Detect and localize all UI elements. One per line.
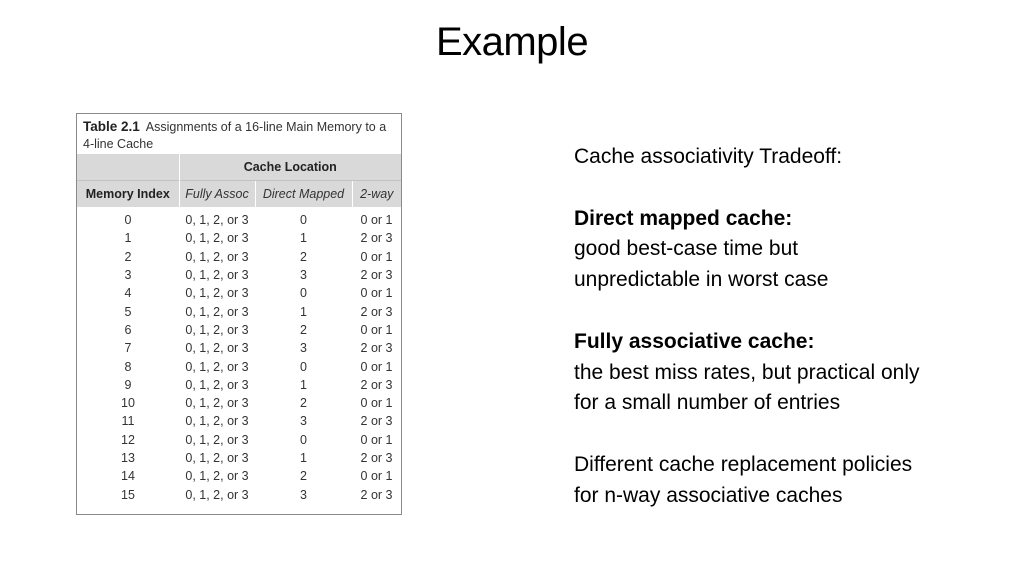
cell-fully-assoc: 0, 1, 2, or 3 <box>185 322 249 337</box>
table-row <box>77 321 401 339</box>
cell-2-way: 2 or 3 <box>360 268 393 283</box>
notes-intro: Cache associativity Tradeoff: <box>574 145 843 168</box>
cell-2-way: 0 or 1 <box>360 249 393 264</box>
cell-fully-assoc: 0, 1, 2, or 3 <box>185 341 249 356</box>
cell-direct-mapped: 3 <box>300 341 307 356</box>
table-row <box>77 248 401 266</box>
table-row <box>77 431 401 449</box>
table-row <box>77 394 401 412</box>
cell-direct-mapped: 1 <box>300 304 307 319</box>
header-blank-cell <box>77 154 179 181</box>
column-header-direct-mapped: Direct Mapped <box>255 181 352 208</box>
cell-direct-mapped: 1 <box>300 231 307 246</box>
cell-direct-mapped: 0 <box>300 432 307 447</box>
cell-memory-index: 0 <box>124 213 132 228</box>
cell-fully-assoc: 0, 1, 2, or 3 <box>185 249 249 264</box>
direct-mapped-line-1: good best-case time but <box>574 237 799 261</box>
cell-memory-index: 11 <box>121 414 135 429</box>
cell-memory-index: 6 <box>124 322 132 337</box>
replacement-policy-line-1: Different cache replacement policies <box>574 452 913 476</box>
table-row <box>77 207 401 229</box>
cell-memory-index: 9 <box>124 377 132 392</box>
table-row <box>77 357 401 375</box>
fully-associative-heading: Fully associative cache: <box>574 329 815 353</box>
column-header-2-way: 2-way <box>352 181 401 208</box>
table-row <box>77 339 401 357</box>
cell-direct-mapped: 1 <box>300 451 307 465</box>
cell-2-way: 2 or 3 <box>360 231 393 246</box>
cell-2-way: 0 or 1 <box>360 432 393 447</box>
memory-cache-table <box>76 113 402 515</box>
table-row <box>77 229 401 247</box>
fully-associative-line-1: the best miss rates, but practical only <box>574 360 920 384</box>
cell-fully-assoc: 0, 1, 2, or 3 <box>185 432 249 447</box>
cell-memory-index: 13 <box>121 451 135 465</box>
cell-fully-assoc: 0, 1, 2, or 3 <box>185 268 249 283</box>
cell-direct-mapped: 0 <box>300 213 307 228</box>
notes-panel <box>574 142 1014 512</box>
table-caption-number: Table 2.1 <box>83 119 140 134</box>
table-row <box>77 266 401 284</box>
direct-mapped-line-2: unpredictable in worst case <box>574 268 829 292</box>
table-row <box>77 467 401 485</box>
cell-2-way: 0 or 1 <box>360 396 393 411</box>
cell-fully-assoc: 0, 1, 2, or 3 <box>185 359 249 374</box>
cell-2-way: 2 or 3 <box>360 341 393 356</box>
cell-fully-assoc: 0, 1, 2, or 3 <box>185 231 249 246</box>
cell-memory-index: 14 <box>121 469 135 484</box>
cell-2-way: 0 or 1 <box>360 359 393 374</box>
cell-memory-index: 15 <box>121 487 135 502</box>
cell-direct-mapped: 3 <box>300 268 307 283</box>
cell-direct-mapped: 2 <box>300 469 307 484</box>
cell-fully-assoc: 0, 1, 2, or 3 <box>185 469 249 484</box>
cell-direct-mapped: 2 <box>300 396 307 411</box>
column-header-fully-assoc: Fully Assoc <box>179 181 255 208</box>
cell-memory-index: 12 <box>121 432 135 447</box>
table-row <box>77 449 401 467</box>
direct-mapped-heading: Direct mapped cache: <box>574 206 793 230</box>
table-row <box>77 485 401 503</box>
replacement-policy-line-2: for n-way associative caches <box>574 483 843 507</box>
cell-memory-index: 2 <box>124 249 132 264</box>
cell-2-way: 2 or 3 <box>360 377 393 392</box>
cell-memory-index: 1 <box>124 231 132 246</box>
slide-title: Example <box>435 20 589 64</box>
cell-direct-mapped: 3 <box>300 487 307 502</box>
cell-fully-assoc: 0, 1, 2, or 3 <box>185 213 249 228</box>
cell-2-way: 2 or 3 <box>360 304 393 319</box>
cell-2-way: 0 or 1 <box>360 322 393 337</box>
cell-fully-assoc: 0, 1, 2, or 3 <box>185 304 249 319</box>
assignment-table <box>77 154 401 504</box>
table-caption <box>77 114 401 154</box>
table-row <box>77 302 401 320</box>
cell-fully-assoc: 0, 1, 2, or 3 <box>185 377 249 392</box>
table-row <box>77 376 401 394</box>
cache-location-header: Cache Location <box>179 154 401 181</box>
cell-direct-mapped: 3 <box>300 414 307 429</box>
cell-memory-index: 5 <box>124 304 132 319</box>
table-row <box>77 284 401 302</box>
cell-fully-assoc: 0, 1, 2, or 3 <box>185 396 249 411</box>
table-caption-text: Assignments of a 16-line Main Memory to a 4-line Cache <box>83 120 387 151</box>
fully-associative-line-2: for a small number of entries <box>574 391 841 415</box>
cell-memory-index: 10 <box>121 396 135 411</box>
table-body <box>77 207 401 504</box>
cell-2-way: 2 or 3 <box>360 414 393 429</box>
cell-2-way: 0 or 1 <box>360 469 393 484</box>
cell-memory-index: 8 <box>124 359 132 374</box>
cell-direct-mapped: 0 <box>300 359 307 374</box>
cell-fully-assoc: 0, 1, 2, or 3 <box>185 286 249 301</box>
cell-2-way: 2 or 3 <box>360 451 393 465</box>
cell-fully-assoc: 0, 1, 2, or 3 <box>185 487 249 502</box>
column-header-memory-index: Memory Index <box>77 181 179 208</box>
cell-direct-mapped: 2 <box>300 322 307 337</box>
cell-memory-index: 4 <box>124 286 132 301</box>
cell-memory-index: 3 <box>124 268 132 283</box>
cell-fully-assoc: 0, 1, 2, or 3 <box>185 414 249 429</box>
cell-fully-assoc: 0, 1, 2, or 3 <box>185 451 249 465</box>
table-row <box>77 412 401 430</box>
cell-direct-mapped: 2 <box>300 249 307 264</box>
cell-direct-mapped: 1 <box>300 377 307 392</box>
cell-2-way: 0 or 1 <box>360 286 393 301</box>
cell-direct-mapped: 0 <box>300 286 307 301</box>
cell-2-way: 0 or 1 <box>360 213 393 228</box>
cell-memory-index: 7 <box>124 341 132 356</box>
cell-2-way: 2 or 3 <box>360 487 393 502</box>
